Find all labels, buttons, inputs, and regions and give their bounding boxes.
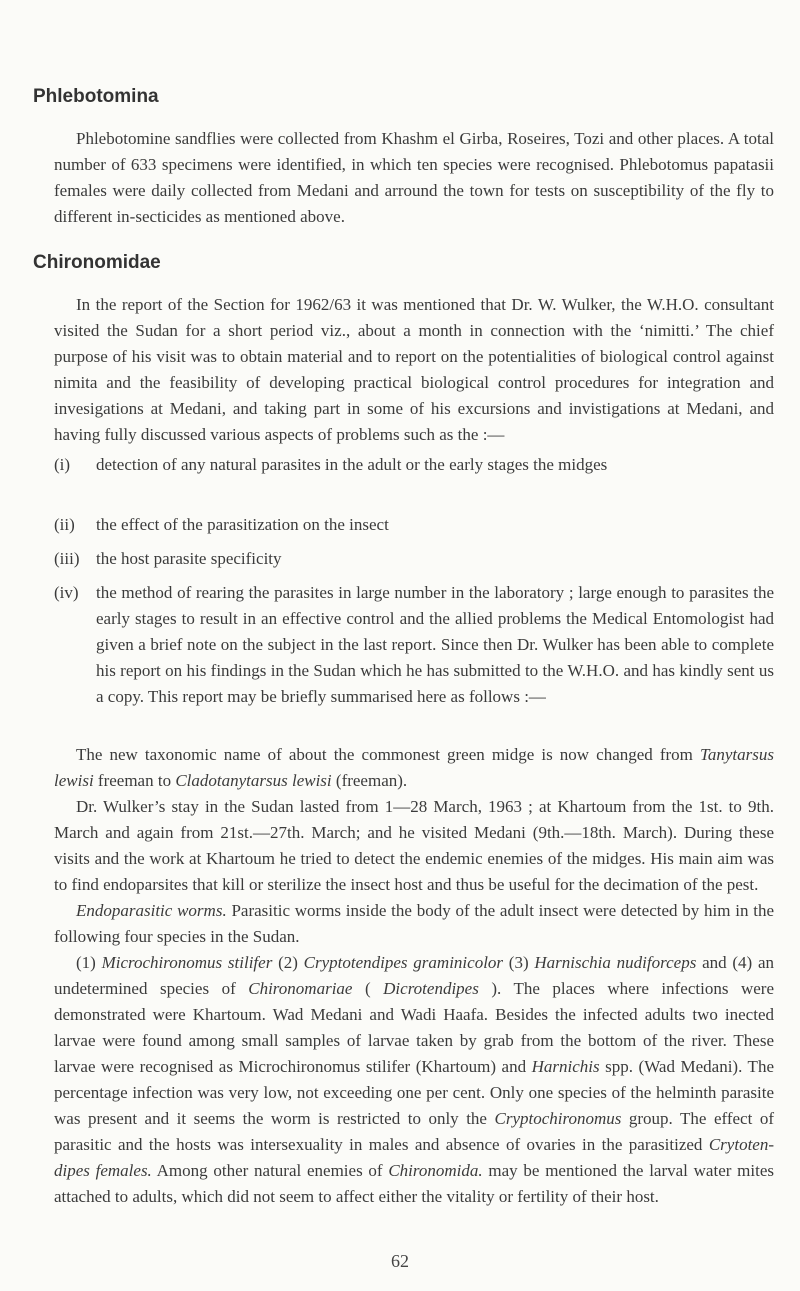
list-item-number: (iii): [54, 549, 80, 568]
text-run: Parasitic worms inside the body of the adult insect were detected by him in the following four species in the Sudan.: [54, 901, 775, 946]
species-name: Harnichis: [531, 1057, 600, 1076]
text-run: (2): [272, 953, 304, 972]
species-name: Crytoten-dipes females.: [54, 1135, 774, 1180]
list-item-number: (ii): [54, 515, 75, 534]
subheading-endoparasitic-worms: Endoparasitic worms.: [76, 901, 227, 920]
list-item-text: the host parasite specificity: [96, 549, 282, 568]
species-name: Tanytarsus lewisi: [54, 745, 774, 790]
paragraph-wulker-visit: In the report of the Section for 1962/63 it was mentioned that Dr. W. Wulker, the W.H.O. consultant visited the Sudan for a short period viz., about a month in connection with the ‘nimitti.’ The chief purpose of his visit was to obtain material and to report on the potentialities of biological control against nimita and the feasibility of developing practical biological control procedures for integration and invesigations at Medani, and taking part in some of his excursions and invistigations at Medani, and having fully discussed various aspects of problems such as the :—: [54, 295, 774, 444]
text-run: (1): [76, 953, 102, 972]
list-item-text: the effect of the parasitization on the insect: [96, 515, 389, 534]
text-run: ). The places where infections were demonstrated were Khartoum. Wad Medani and Wadi Haafa. Besides the infected adults two inected larvae were found among small samples of larvae taken by grab from the bottom of the river. These larvae were recognised as Microchironomus stilifer (Khartoum) and: [54, 979, 774, 1076]
section-heading-phlebotomina: Phlebotomina: [33, 86, 159, 107]
paragraph-endoparasitic-worms: [54, 898, 774, 950]
page-number: 62: [391, 1251, 409, 1271]
text-run: may be mentioned the larval water mites attached to adults, which did not seem to affect either the vitality or fertility of their host.: [54, 1161, 774, 1206]
text-run: group. The effect of parasitic and the hosts was intersexuality in males and absence of ovaries in the parasitized: [54, 1109, 774, 1154]
paragraph-species-list: [54, 950, 774, 1210]
list-item-number: (iv): [54, 583, 79, 602]
text-run: Among other natural enemies of: [151, 1161, 389, 1180]
species-name: Chironomariae: [248, 979, 353, 998]
species-name: Cladotanytarsus lewisi: [175, 771, 332, 790]
text-run: spp. (Wad Medani). The percentage infection was very low, not exceeding one per cent. Only one species of the helminth parasite was present and it seems the worm is restricted to only the: [54, 1057, 774, 1128]
text-run: (freeman).: [331, 771, 408, 790]
paragraph-wulker-stay: Dr. Wulker’s stay in the Sudan lasted from 1—28 March, 1963 ; at Khartoum from the 1st. to 9th. March and again from 21st.—27th. March; and he visited Medani (9th.—18th. March). During these visits and the work at Khartoum he tried to detect the endemic enemies of the midges. His main aim was to find endoparsites that kill or sterilize the insect host and thus be useful for the decimation of the pest.: [54, 797, 774, 894]
text-run: freeman to: [93, 771, 176, 790]
species-name: Microchironomus stilifer: [101, 953, 273, 972]
section-heading-chironomidae: Chironomidae: [33, 252, 161, 273]
species-name: Harnischia nudiforceps: [534, 953, 697, 972]
text-run: The new taxonomic name of about the commonest green midge is now changed from: [76, 745, 700, 764]
paragraph-phlebotomina: Phlebotomine sandflies were collected from Khashm el Girba, Roseires, Tozi and other places. A total number of 633 specimens were identified, in which ten species were recognised. Phlebotomus papatasii females were daily collected from Medani and arround the town for tests on susceptibility of the fly to different in-secticides as mentioned above.: [54, 129, 774, 226]
species-name: Cryptochironomus: [494, 1109, 622, 1128]
species-name: Dicrotendipes: [383, 979, 479, 998]
list-item-text: detection of any natural parasites in the adult or the early stages the midges: [96, 455, 608, 474]
species-name: Chironomida.: [388, 1161, 483, 1180]
text-run: (3): [503, 953, 535, 972]
species-name: Cryptotendipes graminicolor: [303, 953, 504, 972]
text-run: and (4) an undetermined species of: [54, 953, 775, 998]
text-run: (: [352, 979, 384, 998]
paragraph-taxonomic-name: [54, 742, 774, 794]
list-item-text: the method of rearing the parasites in large number in the laboratory ; large enough to parasites the early stages to result in an effective control and the allied problems the Medical Entomologist had given a brief note on the subject in the last report. Since then Dr. Wulker has been able to complete his report on his findings in the Sudan which he has submitted to the W.H.O. and has kindly sent us a copy. This report may be briefly summarised here as follows :—: [96, 583, 774, 706]
list-item-number: (i): [54, 455, 71, 474]
